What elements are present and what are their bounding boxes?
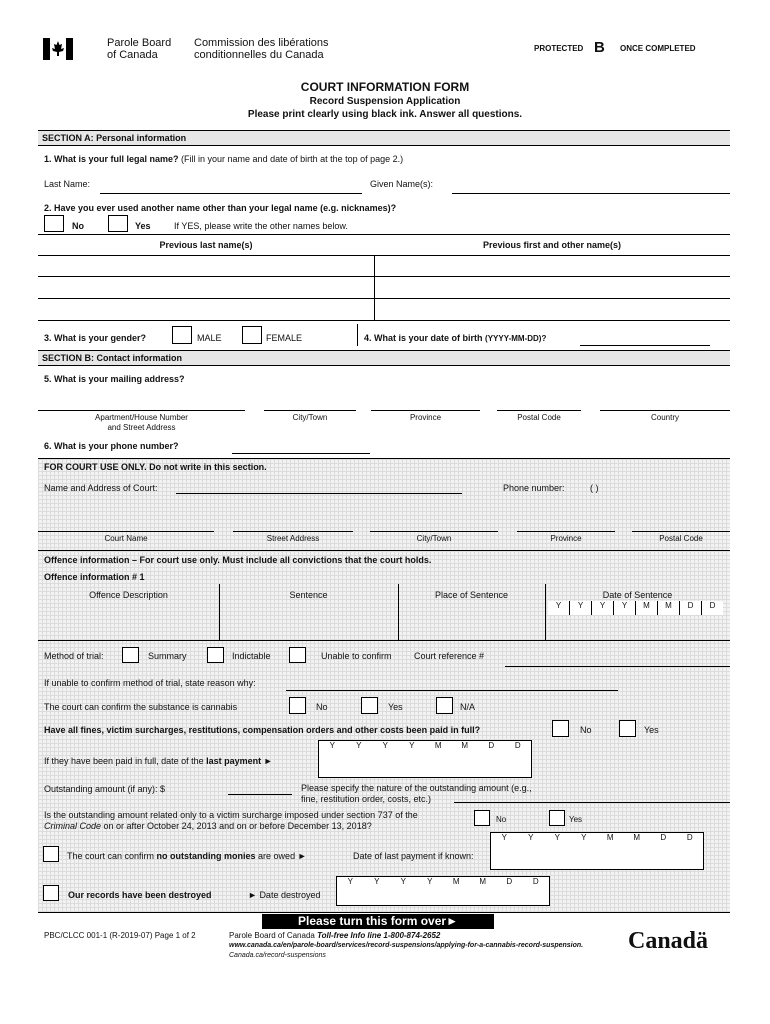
- date-of-birth-field[interactable]: [580, 345, 710, 346]
- col-place-of-sentence: Place of Sentence: [434, 590, 509, 600]
- trial-unable-checkbox[interactable]: [289, 647, 306, 663]
- col-sentence: Sentence: [289, 590, 328, 600]
- offence-title: Offence information – For court use only. Must include all convictions that the court holds.: [44, 555, 432, 565]
- surcharge-no-label: No: [496, 815, 507, 824]
- previous-first-name-field-3[interactable]: [375, 299, 730, 320]
- lp-cell-d1: D: [488, 741, 495, 750]
- protected-level: B: [594, 39, 605, 56]
- gender-male-label: MALE: [197, 333, 222, 343]
- org-name-fr-1: Commission des libérations: [194, 37, 329, 49]
- lp-cell-y4: Y: [409, 741, 415, 750]
- col-date-of-sentence: Date of Sentence: [602, 590, 673, 600]
- fines-no-checkbox[interactable]: [552, 720, 569, 737]
- lpk-cell-m1: M: [606, 833, 614, 842]
- trial-indictable-label: Indictable: [232, 651, 271, 661]
- date-cell-d1: D: [680, 601, 702, 615]
- org-name-en-1: Parole Board: [107, 37, 172, 49]
- address-street-field[interactable]: [38, 410, 245, 411]
- turn-over-banner: Please turn this form over►: [262, 914, 494, 929]
- court-name-address-field[interactable]: [176, 493, 462, 494]
- lpk-cell-y4: Y: [581, 833, 587, 842]
- cannabis-yes-label: Yes: [388, 702, 403, 712]
- court-reference-field[interactable]: [505, 666, 730, 667]
- address-province-caption: Province: [409, 413, 442, 422]
- date-cell-m1: M: [636, 601, 658, 615]
- outstanding-amount-field[interactable]: [228, 794, 292, 795]
- court-name-address-label: Name and Address of Court:: [44, 483, 158, 493]
- other-name-yes-checkbox[interactable]: [108, 215, 128, 232]
- given-names-field[interactable]: [452, 193, 730, 194]
- other-name-no-label: No: [72, 221, 84, 231]
- lp-cell-m1: M: [434, 741, 442, 750]
- previous-first-name-field-1[interactable]: [375, 256, 730, 276]
- outstanding-amount-label: Outstanding amount (if any): $: [44, 784, 166, 794]
- date-of-sentence-cells[interactable]: [548, 601, 723, 615]
- gender-female-label: FEMALE: [266, 333, 303, 343]
- fines-yes-label: Yes: [644, 725, 659, 735]
- method-of-trial-label: Method of trial:: [44, 651, 104, 661]
- last-payment-date-field[interactable]: [318, 740, 532, 778]
- previous-last-name-field-2[interactable]: [38, 277, 374, 298]
- form-id: PBC/CLCC 001-1 (R-2019-07) Page 1 of 2: [44, 931, 196, 940]
- no-monies-label: The court can confirm no outstanding monies are owed ►: [67, 851, 307, 861]
- phone-number-field[interactable]: [232, 453, 370, 454]
- gender-male-checkbox[interactable]: [172, 326, 192, 344]
- address-apt-caption: Apartment/House Number and Street Address: [95, 413, 188, 432]
- canada-flag-logo: [43, 38, 73, 60]
- last-payment-known-label: Date of last payment if known:: [353, 851, 474, 861]
- date-cell-y2: Y: [570, 601, 592, 615]
- form-subtitle: Record Suspension Application: [309, 96, 461, 107]
- address-postal-field[interactable]: [497, 410, 581, 411]
- address-city-field[interactable]: [264, 410, 356, 411]
- surcharge-no-checkbox[interactable]: [474, 810, 490, 826]
- q4-label: 4. What is your date of birth (YYYY-MM-DD)?: [364, 333, 547, 343]
- last-payment-label: If they have been paid in full, date of the last payment ►: [44, 756, 273, 766]
- fines-paid-label: Have all fines, victim surcharges, restitutions, compensation orders and other costs been paid in full?: [44, 725, 481, 735]
- other-name-no-checkbox[interactable]: [44, 215, 64, 232]
- court-city-field[interactable]: [370, 531, 498, 532]
- address-province-field[interactable]: [371, 410, 480, 411]
- lp-cell-d2: D: [514, 741, 521, 750]
- lpk-cell-y2: Y: [528, 833, 534, 842]
- last-name-label: Last Name:: [44, 179, 91, 189]
- address-country-caption: Country: [650, 413, 679, 422]
- previous-last-name-field-1[interactable]: [38, 256, 374, 276]
- section-b-title: SECTION B: Contact information: [38, 350, 730, 366]
- records-destroyed-checkbox[interactable]: [43, 885, 59, 901]
- dd-cell-y1: Y: [347, 877, 353, 886]
- q1-label: 1. What is your full legal name? (Fill in your name and date of birth at the top of page 2.): [44, 154, 404, 164]
- dd-cell-y2: Y: [374, 877, 380, 886]
- surcharge-question: Is the outstanding amount related only to a victim surcharge imposed under section 737 of the Criminal Code on or after October 24, 2013 and on or before December 13, 2018?: [44, 810, 418, 831]
- court-street-field[interactable]: [233, 531, 353, 532]
- court-province-caption: Province: [550, 534, 582, 543]
- previous-first-name-field-2[interactable]: [375, 277, 730, 298]
- address-country-field[interactable]: [600, 410, 730, 411]
- date-destroyed-label: ► Date destroyed: [248, 890, 321, 900]
- form-title: COURT INFORMATION FORM: [300, 80, 470, 94]
- date-cell-d2: D: [709, 601, 716, 610]
- if-yes-instruction: If YES, please write the other names below.: [174, 221, 348, 231]
- lpk-cell-y1: Y: [501, 833, 507, 842]
- once-completed-label: ONCE COMPLETED: [620, 44, 696, 53]
- court-phone-label: Phone number:: [503, 483, 565, 493]
- dd-cell-y4: Y: [427, 877, 433, 886]
- no-monies-checkbox[interactable]: [43, 846, 59, 862]
- fines-yes-checkbox[interactable]: [619, 720, 636, 737]
- lpk-cell-y3: Y: [554, 833, 560, 842]
- last-name-field[interactable]: [100, 193, 362, 194]
- court-postal-field[interactable]: [632, 531, 730, 532]
- lpk-cell-d1: D: [660, 833, 667, 842]
- surcharge-yes-checkbox[interactable]: [549, 810, 565, 826]
- lpk-cell-d2: D: [686, 833, 693, 842]
- q3-label: 3. What is your gender?: [44, 333, 147, 343]
- lp-cell-m2: M: [461, 741, 469, 750]
- fines-no-label: No: [580, 725, 592, 735]
- court-name-caption: Court Name: [104, 534, 148, 543]
- previous-last-name-field-3[interactable]: [38, 299, 374, 320]
- cannabis-no-label: No: [316, 702, 328, 712]
- date-cell-m2: M: [658, 601, 680, 615]
- q6-label: 6. What is your phone number?: [44, 441, 179, 451]
- court-phone-paren: ( ): [590, 483, 599, 493]
- court-postal-caption: Postal Code: [659, 534, 703, 543]
- unable-reason-label: If unable to confirm method of trial, state reason why:: [44, 678, 256, 688]
- surcharge-yes-label: Yes: [569, 815, 583, 824]
- specify-nature-field[interactable]: [454, 802, 730, 803]
- lp-cell-y1: Y: [329, 741, 335, 750]
- col-previous-last-name: Previous last name(s): [159, 240, 253, 250]
- protected-label: PROTECTED: [534, 44, 584, 53]
- url-link-2[interactable]: Canada.ca/record-suspensions: [229, 952, 326, 959]
- lp-cell-y2: Y: [356, 741, 362, 750]
- trial-indictable-checkbox[interactable]: [207, 647, 224, 663]
- specify-nature-label: Please specify the nature of the outstanding amount (e.g., fine, restitution order, costs, etc.): [301, 783, 532, 804]
- court-street-caption: Street Address: [266, 534, 320, 543]
- cannabis-no-checkbox[interactable]: [289, 697, 306, 714]
- court-reference-label: Court reference #: [414, 651, 485, 661]
- org-name-fr-2: conditionnelles du Canada: [194, 49, 324, 61]
- col-offence-description: Offence Description: [89, 590, 168, 600]
- trial-summary-checkbox[interactable]: [122, 647, 139, 663]
- trial-summary-label: Summary: [148, 651, 187, 661]
- pbc-tollfree: Parole Board of Canada Toll-free Info line 1-800-874-2652: [229, 931, 441, 940]
- dd-cell-d1: D: [506, 877, 513, 886]
- date-cell-y4: Y: [614, 601, 636, 615]
- q5-label: 5. What is your mailing address?: [44, 374, 185, 384]
- cannabis-na-label: N/A: [460, 702, 476, 712]
- gender-female-checkbox[interactable]: [242, 326, 262, 344]
- cannabis-label: The court can confirm the substance is cannabis: [44, 702, 238, 712]
- records-destroyed-label: Our records have been destroyed: [68, 890, 212, 900]
- lpk-cell-m2: M: [633, 833, 641, 842]
- org-name-en-2: of Canada: [107, 49, 158, 61]
- offence-sub-title: Offence information # 1: [44, 572, 145, 582]
- form-instructions: Please print clearly using black ink. Answer all questions.: [247, 109, 523, 120]
- cannabis-na-checkbox[interactable]: [436, 697, 453, 714]
- date-destroyed-field[interactable]: [336, 876, 550, 906]
- cannabis-yes-checkbox[interactable]: [361, 697, 378, 714]
- other-name-yes-label: Yes: [135, 221, 151, 231]
- canada-wordmark: Canadä: [628, 928, 709, 954]
- lp-cell-y3: Y: [382, 741, 388, 750]
- dd-cell-y3: Y: [400, 877, 406, 886]
- last-payment-known-date-field[interactable]: [490, 832, 704, 870]
- court-name-field[interactable]: [38, 531, 214, 532]
- dd-cell-d2: D: [532, 877, 539, 886]
- court-province-field[interactable]: [517, 531, 615, 532]
- section-a-title: SECTION A: Personal information: [38, 130, 730, 146]
- address-city-caption: City/Town: [292, 413, 328, 422]
- court-city-caption: City/Town: [416, 534, 452, 543]
- given-names-label: Given Name(s):: [370, 179, 434, 189]
- date-cell-y1: Y: [548, 601, 570, 615]
- address-postal-caption: Postal Code: [517, 413, 561, 422]
- col-previous-first-name: Previous first and other name(s): [482, 240, 622, 250]
- dd-cell-m1: M: [452, 877, 460, 886]
- court-use-title: FOR COURT USE ONLY. Do not write in this section.: [44, 462, 267, 472]
- url-link-1[interactable]: www.canada.ca/en/parole-board/services/record-suspensions/applying-for-a-cannabis-record-suspension.: [229, 942, 584, 949]
- trial-unable-label: Unable to confirm: [321, 651, 392, 661]
- date-cell-y3: Y: [592, 601, 614, 615]
- unable-reason-field[interactable]: [286, 690, 618, 691]
- q2-label: 2. Have you ever used another name other than your legal name (e.g. nicknames)?: [44, 203, 397, 213]
- dd-cell-m2: M: [479, 877, 487, 886]
